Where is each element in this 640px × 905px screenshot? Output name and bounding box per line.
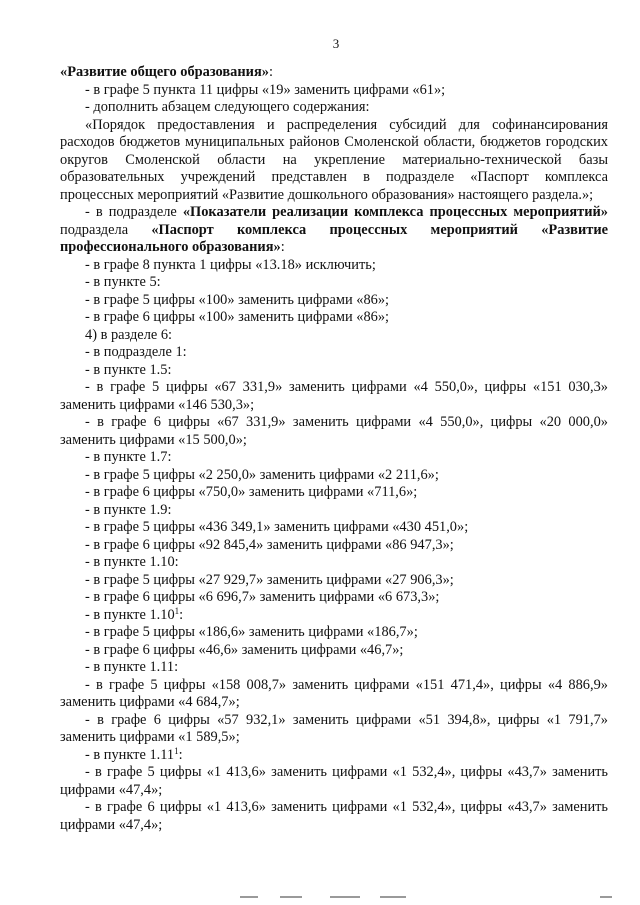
- amendment-line: - в графе 5 цифры «27 929,7» заменить цифрами «27 906,3»;: [85, 571, 454, 588]
- subsection-reference: [60, 204, 608, 257]
- point-prefix: - в пункте 1.10: [85, 606, 175, 623]
- amendment-line-point-1-11-1: [60, 747, 608, 765]
- amendment-line: - в графе 6 цифры «67 331,9» заменить цифрами «4 550,0», цифры «20 000,0» заменить цифрами «15 500,0»;: [60, 414, 608, 448]
- subsection-bold-title: «Показатели реализации комплекса процессных мероприятий»: [182, 204, 608, 220]
- subsection-prefix: - в подразделе: [85, 204, 183, 220]
- page-number: 3: [332, 36, 340, 51]
- point-superscript: 1: [174, 745, 179, 756]
- point-suffix: :: [178, 746, 183, 763]
- amendment-line: - в пункте 5:: [85, 274, 161, 290]
- scan-mark: [380, 896, 406, 898]
- section-title-suffix: :: [268, 64, 273, 80]
- amendment-line: - в графе 5 цифры «436 349,1» заменить цифрами «430 451,0»;: [85, 519, 469, 535]
- section-title: «Развитие общего образования»: [60, 64, 269, 80]
- point-prefix: - в пункте 1.11: [85, 746, 175, 763]
- amendment-line: - в графе 6 цифры «46,6» заменить цифрами «46,7»;: [85, 641, 404, 658]
- subsection-middle: подраздела: [60, 221, 152, 238]
- amendment-line: - в графе 6 цифры «92 845,4» заменить цифрами «86 947,3»;: [85, 536, 454, 553]
- amendment-line: - в графе 5 пункта 11 цифры «19» заменить цифрами «61»;: [85, 81, 446, 98]
- scan-artifact-marks: [240, 894, 620, 902]
- amendment-line: - в графе 6 цифры «57 932,1» заменить цифрами «51 394,8», цифры «1 791,7» заменить цифрами «1 589,5»;: [60, 711, 608, 745]
- scan-mark: [280, 896, 302, 898]
- amendment-line: - в графе 6 цифры «100» заменить цифрами «86»;: [85, 309, 390, 325]
- amendment-line: - в пункте 1.11:: [85, 659, 179, 675]
- scan-mark: [240, 896, 258, 898]
- amendment-line: - в графе 6 цифры «6 696,7» заменить цифрами «6 673,3»;: [85, 589, 440, 605]
- scan-mark: [600, 896, 612, 898]
- amendment-line: - в пункте 1.9:: [85, 501, 172, 518]
- amendment-line: - в графе 5 цифры «158 008,7» заменить цифрами «151 471,4», цифры «4 886,9» заменить цифрами «4 684,7»;: [60, 676, 608, 710]
- subsection-suffix: :: [280, 239, 285, 255]
- amendment-line: - в графе 6 цифры «750,0» заменить цифрами «711,6»;: [85, 484, 418, 500]
- amendment-line: - в пункте 1.5:: [85, 361, 172, 378]
- amendment-line: - в подразделе 1:: [85, 344, 187, 360]
- subsection-bold-passport: «Паспорт комплекса процессных мероприятий «Развитие профессионального образования»: [60, 221, 608, 255]
- point-superscript: 1: [174, 605, 180, 616]
- amendment-line: - в графе 6 цифры «1 413,6» заменить цифрами «1 532,4», цифры «43,7» заменить цифрами «47,4»;: [60, 799, 608, 833]
- amendment-line: - в графе 5 цифры «67 331,9» заменить цифрами «4 550,0», цифры «151 030,3» заменить цифрами «146 530,3»;: [60, 379, 608, 413]
- section-heading-general-education: [60, 64, 608, 82]
- amendment-line: - в графе 5 цифры «2 250,0» заменить цифрами «2 211,6»;: [85, 466, 439, 483]
- amendment-line-point-1-10-1: [60, 607, 608, 625]
- amendment-line: - в пункте 1.7:: [85, 449, 172, 465]
- amendment-line: - в пункте 1.10:: [85, 554, 179, 570]
- amendment-line: - в графе 5 цифры «1 413,6» заменить цифрами «1 532,4», цифры «43,7» заменить цифрами «47,4»;: [60, 764, 608, 798]
- document-body: [60, 64, 608, 834]
- amendment-line: - в графе 5 цифры «100» заменить цифрами «86»;: [85, 291, 390, 308]
- amendment-line: - в графе 5 цифры «186,6» заменить цифрами «186,7»;: [85, 624, 418, 640]
- amendment-line: 4) в разделе 6:: [85, 326, 173, 343]
- amendment-line: - в графе 8 пункта 1 цифры «13.18» исключить;: [85, 256, 376, 273]
- inserted-paragraph: «Порядок предоставления и распределения субсидий для софинансирования расходов бюджетов муниципальных районов Смоленской области, бюджетов городских округов Смоленской области на укрепление материально-технической базы образовательных учреждений представлен в подразделе «Паспорт комплекса процессных мероприятий «Развитие дошкольного образования» настоящего раздела.»;: [60, 116, 608, 203]
- amendment-line: - дополнить абзацем следующего содержания:: [85, 99, 370, 115]
- point-suffix: :: [179, 606, 184, 623]
- scan-mark: [330, 896, 360, 898]
